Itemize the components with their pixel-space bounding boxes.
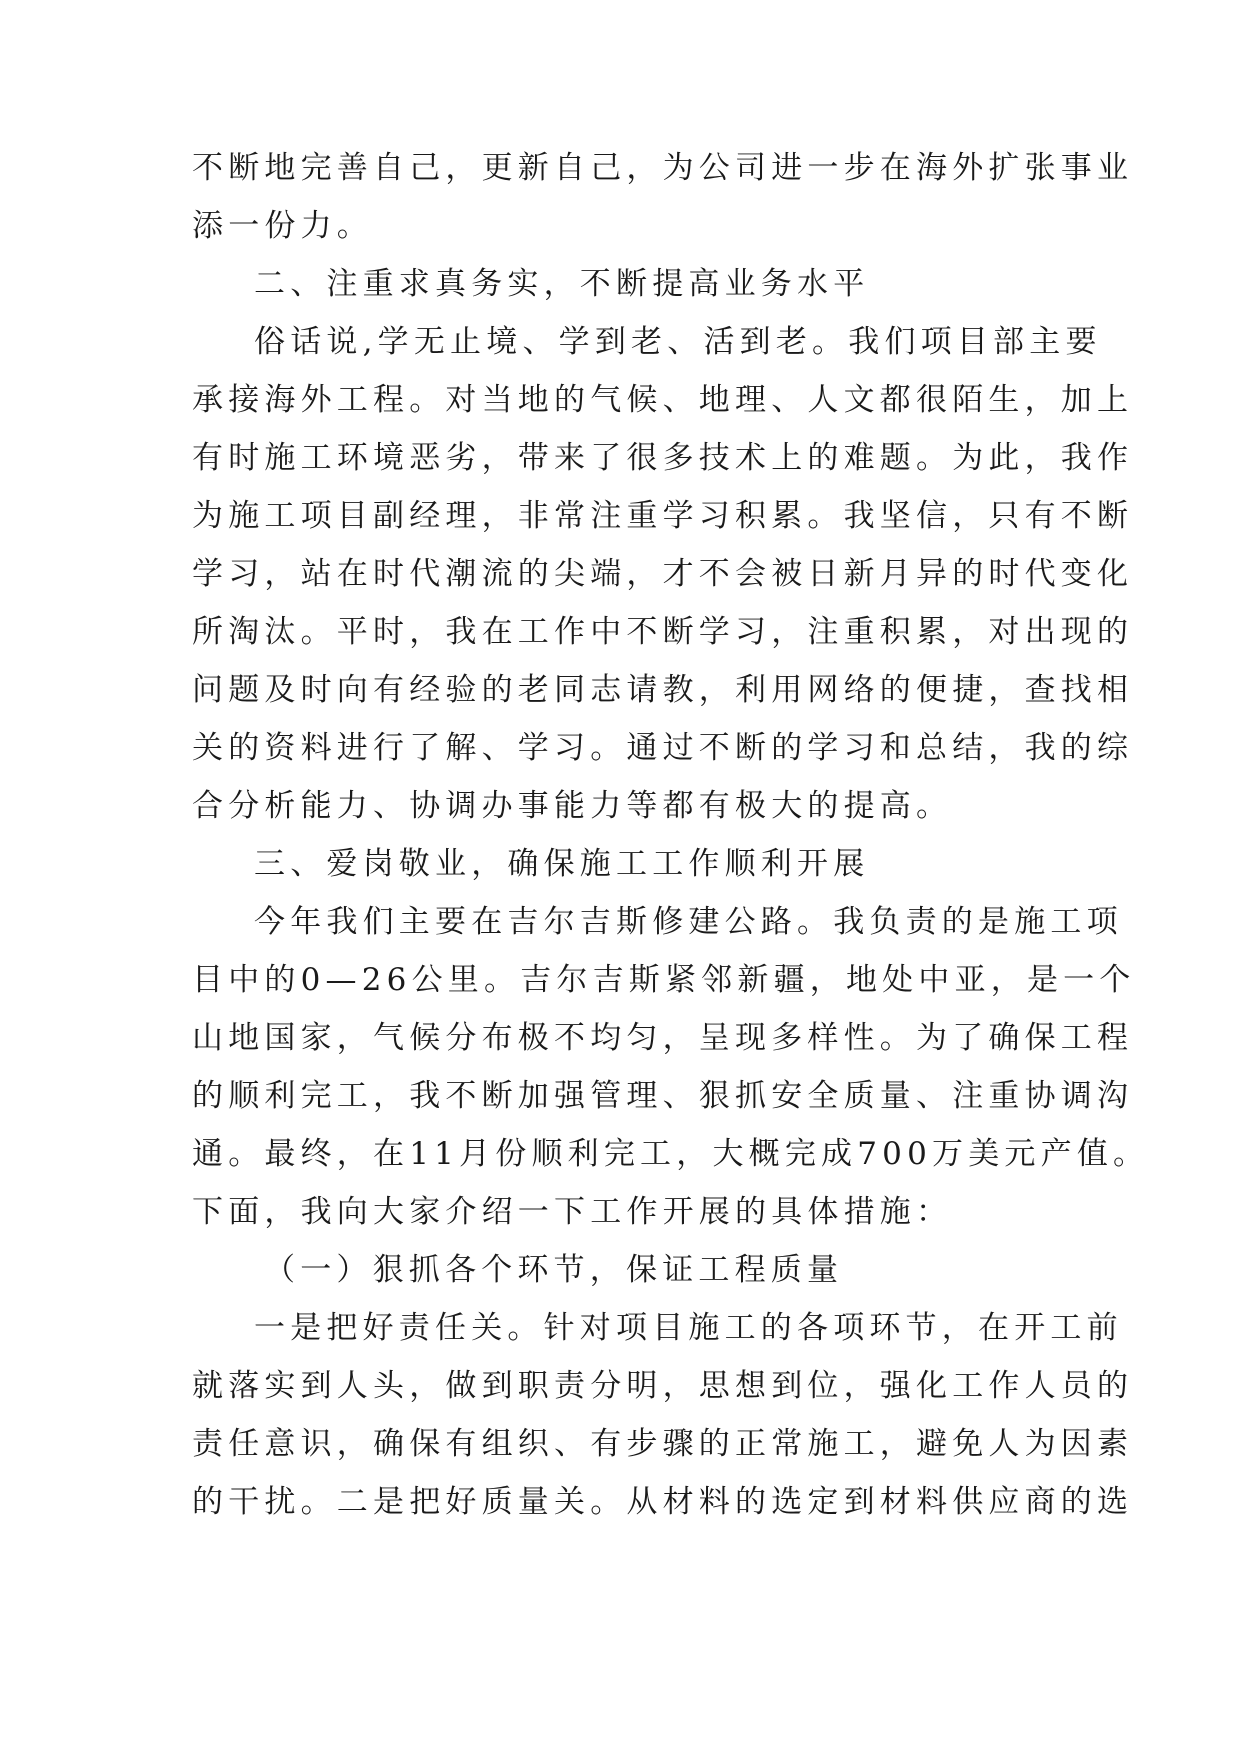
paragraph-line: 责任意识，确保有组织、有步骤的正常施工，避免人为因素	[192, 1426, 1134, 1462]
paragraph-line: 的顺利完工，我不断加强管理、狠抓安全质量、注重协调沟	[192, 1078, 1134, 1114]
section-heading: 二、注重求真务实，不断提高业务水平	[254, 266, 870, 302]
paragraph-line: 有时施工环境恶劣，带来了很多技术上的难题。为此，我作	[192, 440, 1134, 476]
paragraph-line: 通。最终，在11月份顺利完工，大概完成700万美元产值。	[192, 1136, 1150, 1172]
paragraph-line: 为施工项目副经理，非常注重学习积累。我坚信，只有不断	[192, 498, 1134, 534]
paragraph-line: 下面，我向大家介绍一下工作开展的具体措施：	[192, 1194, 953, 1230]
subsection-heading: （一）狠抓各个环节，保证工程质量	[264, 1252, 844, 1288]
paragraph-line: 俗话说,学无止境、学到老、活到老。我们项目部主要	[254, 324, 1102, 360]
paragraph-line: 添一份力。	[192, 208, 373, 244]
paragraph-line: 一是把好责任关。针对项目施工的各项环节，在开工前	[254, 1310, 1123, 1346]
paragraph-line: 不断地完善自己，更新自己，为公司进一步在海外扩张事业	[192, 150, 1134, 186]
paragraph-line: 目中的0—26公里。吉尔吉斯紧邻新疆，地处中亚，是一个	[192, 962, 1136, 998]
paragraph-line: 山地国家，气候分布极不均匀，呈现多样性。为了确保工程	[192, 1020, 1134, 1056]
paragraph-line: 所淘汰。平时，我在工作中不断学习，注重积累，对出现的	[192, 614, 1134, 650]
paragraph-line: 就落实到人头，做到职责分明，思想到位，强化工作人员的	[192, 1368, 1134, 1404]
paragraph-line: 合分析能力、协调办事能力等都有极大的提高。	[192, 788, 953, 824]
paragraph-line: 今年我们主要在吉尔吉斯修建公路。我负责的是施工项	[254, 904, 1123, 940]
paragraph-line: 关的资料进行了解、学习。通过不断的学习和总结，我的综	[192, 730, 1134, 766]
paragraph-line: 问题及时向有经验的老同志请教，利用网络的便捷，查找相	[192, 672, 1134, 708]
paragraph-line: 的干扰。二是把好质量关。从材料的选定到材料供应商的选	[192, 1484, 1134, 1520]
section-heading: 三、爱岗敬业，确保施工工作顺利开展	[254, 846, 870, 882]
paragraph-line: 学习，站在时代潮流的尖端，才不会被日新月异的时代变化	[192, 556, 1134, 592]
paragraph-line: 承接海外工程。对当地的气候、地理、人文都很陌生，加上	[192, 382, 1134, 418]
